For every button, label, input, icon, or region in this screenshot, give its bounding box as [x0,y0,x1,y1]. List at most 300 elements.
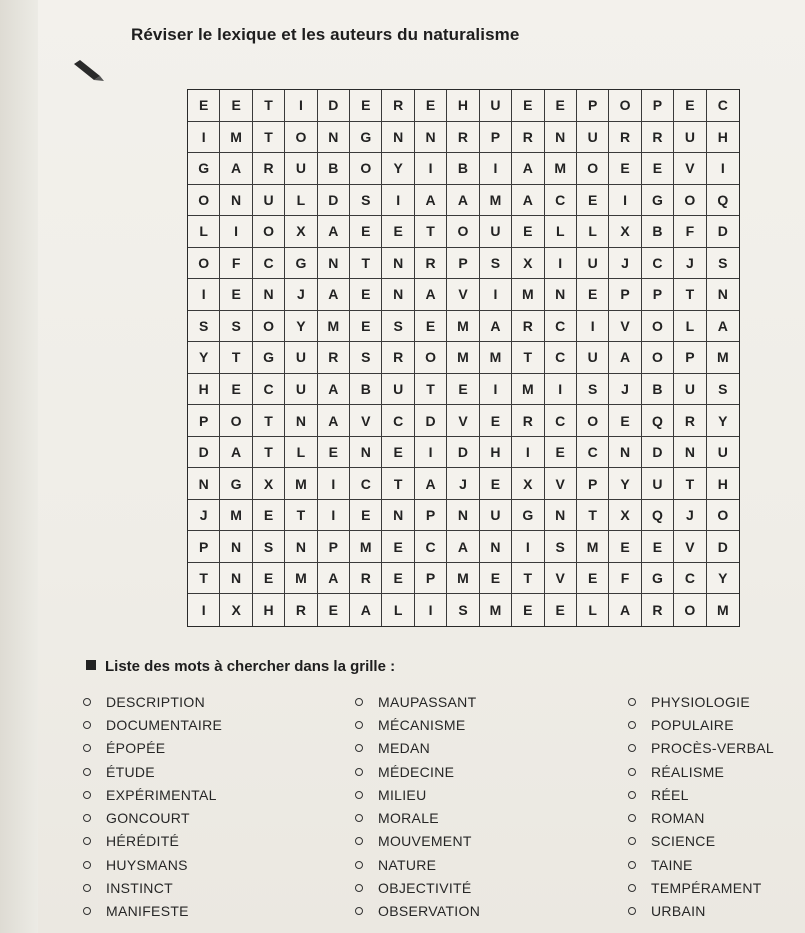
grid-cell[interactable]: N [545,279,577,311]
grid-cell[interactable]: M [447,563,479,595]
grid-cell[interactable]: D [642,437,674,469]
grid-cell[interactable]: U [480,500,512,532]
grid-cell[interactable]: L [285,437,317,469]
grid-cell[interactable]: S [577,374,609,406]
grid-cell[interactable]: A [318,374,350,406]
grid-cell[interactable]: N [707,279,739,311]
grid-cell[interactable]: A [447,185,479,217]
grid-cell[interactable]: M [545,153,577,185]
grid-cell[interactable]: L [285,185,317,217]
grid-cell[interactable]: E [188,90,220,122]
grid-cell[interactable]: V [447,279,479,311]
grid-cell[interactable]: N [480,531,512,563]
grid-cell[interactable]: N [674,437,706,469]
grid-cell[interactable]: A [220,153,252,185]
grid-cell[interactable]: A [512,185,544,217]
grid-cell[interactable]: O [220,405,252,437]
grid-cell[interactable]: R [285,594,317,626]
grid-cell[interactable]: H [188,374,220,406]
grid-cell[interactable]: A [318,279,350,311]
grid-cell[interactable]: O [447,216,479,248]
grid-cell[interactable]: O [642,342,674,374]
word-list-text: PHYSIOLOGIE [651,693,750,710]
grid-cell[interactable]: M [318,311,350,343]
grid-cell[interactable]: R [674,405,706,437]
grid-cell[interactable]: L [545,216,577,248]
grid-cell[interactable]: P [642,90,674,122]
grid-cell[interactable]: P [674,342,706,374]
grid-cell[interactable]: G [642,563,674,595]
grid-cell[interactable]: E [350,90,382,122]
grid-cell[interactable]: U [253,185,285,217]
grid-cell[interactable]: T [220,342,252,374]
grid-cell[interactable]: I [318,468,350,500]
grid-cell[interactable]: N [447,500,479,532]
grid-cell[interactable]: T [415,374,447,406]
grid-cell[interactable]: M [480,185,512,217]
grid-cell[interactable]: Y [609,468,641,500]
grid-cell[interactable]: H [447,90,479,122]
grid-cell[interactable]: E [382,531,414,563]
grid-cell[interactable]: A [447,531,479,563]
grid-cell[interactable]: I [382,185,414,217]
grid-cell[interactable]: S [382,311,414,343]
grid-cell[interactable]: P [188,531,220,563]
word-list-item [628,783,774,806]
grid-cell[interactable]: O [577,405,609,437]
grid-cell[interactable]: G [350,122,382,154]
grid-cell[interactable]: I [480,279,512,311]
grid-cell[interactable]: U [285,374,317,406]
grid-cell[interactable]: C [545,405,577,437]
grid-cell[interactable]: I [415,594,447,626]
grid-cell[interactable]: P [577,90,609,122]
grid-cell[interactable]: I [188,122,220,154]
grid-cell[interactable]: N [285,405,317,437]
word-list-item [83,690,222,713]
grid-cell[interactable]: Y [707,405,739,437]
grid-cell[interactable]: C [350,468,382,500]
grid-cell[interactable]: S [480,248,512,280]
grid-cell[interactable]: V [447,405,479,437]
grid-cell[interactable]: P [415,563,447,595]
grid-cell[interactable]: A [480,311,512,343]
grid-cell[interactable]: S [350,185,382,217]
grid-cell[interactable]: C [545,311,577,343]
grid-cell[interactable]: U [577,342,609,374]
word-list-text: TEMPÉRAMENT [651,880,762,897]
grid-cell[interactable]: R [318,342,350,374]
grid-cell[interactable]: J [674,500,706,532]
grid-cell[interactable]: N [545,500,577,532]
grid-cell[interactable]: S [447,594,479,626]
grid-cell[interactable]: E [480,563,512,595]
grid-cell[interactable]: T [577,500,609,532]
grid-cell[interactable]: F [220,248,252,280]
grid-cell[interactable]: M [447,342,479,374]
grid-cell[interactable]: X [609,216,641,248]
grid-cell[interactable]: V [545,468,577,500]
grid-cell[interactable]: E [220,374,252,406]
grid-cell[interactable]: I [415,153,447,185]
grid-cell[interactable]: R [512,311,544,343]
grid-cell[interactable]: T [382,468,414,500]
grid-cell[interactable]: O [707,500,739,532]
grid-cell[interactable]: N [188,468,220,500]
grid-cell[interactable]: X [253,468,285,500]
grid-cell[interactable]: P [609,279,641,311]
grid-cell[interactable]: J [285,279,317,311]
grid-cell[interactable]: D [707,216,739,248]
grid-cell[interactable]: I [480,153,512,185]
grid-cell[interactable]: M [220,500,252,532]
grid-cell[interactable]: C [707,90,739,122]
grid-cell[interactable]: N [318,248,350,280]
grid-cell[interactable]: O [577,153,609,185]
grid-cell[interactable]: R [609,122,641,154]
grid-cell[interactable]: V [350,405,382,437]
grid-cell[interactable]: E [415,90,447,122]
grid-cell[interactable]: E [382,563,414,595]
grid-cell[interactable]: J [674,248,706,280]
page-edge [0,0,38,933]
grid-cell[interactable]: U [285,342,317,374]
grid-cell[interactable]: V [674,531,706,563]
grid-cell[interactable]: X [512,468,544,500]
grid-cell[interactable]: G [512,500,544,532]
grid-cell[interactable]: S [188,311,220,343]
grid-cell[interactable]: M [285,468,317,500]
grid-cell[interactable]: I [188,279,220,311]
grid-cell[interactable]: A [609,342,641,374]
grid-cell[interactable]: R [382,90,414,122]
grid-cell[interactable]: P [577,468,609,500]
grid-cell[interactable]: N [253,279,285,311]
grid-cell[interactable]: P [642,279,674,311]
grid-cell[interactable]: R [350,563,382,595]
grid-cell[interactable]: E [350,216,382,248]
grid-cell[interactable]: R [382,342,414,374]
grid-cell[interactable]: E [447,374,479,406]
grid-cell[interactable]: U [674,374,706,406]
grid-cell[interactable]: I [577,311,609,343]
grid-cell[interactable]: E [253,563,285,595]
grid-cell[interactable]: E [350,311,382,343]
grid-cell[interactable]: T [253,90,285,122]
grid-cell[interactable]: L [674,311,706,343]
grid-cell[interactable]: C [415,531,447,563]
grid-cell[interactable]: B [642,216,674,248]
grid-cell[interactable]: M [480,342,512,374]
grid-cell[interactable]: E [253,500,285,532]
grid-cell[interactable]: L [577,594,609,626]
grid-cell[interactable]: R [642,594,674,626]
grid-cell[interactable]: I [480,374,512,406]
grid-cell[interactable]: N [220,531,252,563]
grid-cell[interactable]: N [609,437,641,469]
grid-cell[interactable]: L [577,216,609,248]
grid-cell[interactable]: O [188,185,220,217]
grid-cell[interactable]: N [285,531,317,563]
grid-cell[interactable]: F [609,563,641,595]
grid-cell[interactable]: U [642,468,674,500]
grid-cell[interactable]: L [382,594,414,626]
grid-cell[interactable]: A [415,468,447,500]
grid-cell[interactable]: T [674,279,706,311]
grid-cell[interactable]: U [577,248,609,280]
grid-cell[interactable]: G [253,342,285,374]
grid-cell[interactable]: E [577,563,609,595]
grid-cell[interactable]: N [220,563,252,595]
grid-cell[interactable]: I [545,248,577,280]
grid-cell[interactable]: C [253,374,285,406]
grid-cell[interactable]: G [285,248,317,280]
grid-cell[interactable]: D [318,185,350,217]
grid-cell[interactable]: V [545,563,577,595]
grid-cell[interactable]: M [577,531,609,563]
grid-cell[interactable]: I [188,594,220,626]
grid-cell[interactable]: G [188,153,220,185]
word-list-item [355,806,480,829]
grid-cell[interactable]: O [415,342,447,374]
grid-cell[interactable]: N [545,122,577,154]
grid-cell[interactable]: E [415,311,447,343]
grid-cell[interactable]: O [642,311,674,343]
grid-cell[interactable]: A [220,437,252,469]
grid-cell[interactable]: A [318,216,350,248]
grid-cell[interactable]: S [350,342,382,374]
grid-cell[interactable]: G [642,185,674,217]
grid-cell[interactable]: M [716,602,729,619]
grid-cell[interactable]: X [285,216,317,248]
grid-cell[interactable]: M [285,563,317,595]
grid-cell[interactable]: E [545,594,577,626]
grid-cell[interactable]: P [415,500,447,532]
grid-cell[interactable]: U [480,216,512,248]
grid-cell[interactable]: S [707,248,739,280]
grid-cell[interactable]: O [285,122,317,154]
grid-cell[interactable]: E [480,405,512,437]
grid-cell[interactable]: A [707,311,739,343]
grid-cell[interactable]: C [642,248,674,280]
grid-cell[interactable]: M [707,342,739,374]
grid-cell[interactable]: Q [642,405,674,437]
grid-cell[interactable]: A [318,405,350,437]
grid-cell[interactable]: E [512,216,544,248]
grid-cell[interactable]: E [382,437,414,469]
grid-cell[interactable]: E [577,185,609,217]
grid-cell[interactable]: A [609,594,641,626]
grid-cell[interactable]: S [220,311,252,343]
grid-cell[interactable]: N [382,122,414,154]
grid-cell[interactable]: D [188,437,220,469]
grid-cell[interactable]: I [415,437,447,469]
grid-cell[interactable]: G [220,468,252,500]
grid-cell[interactable]: N [415,122,447,154]
grid-cell[interactable]: P [447,248,479,280]
grid-cell[interactable]: T [285,500,317,532]
grid-cell[interactable]: U [382,374,414,406]
grid-cell[interactable]: H [707,122,739,154]
grid-cell[interactable]: A [415,185,447,217]
grid-cell[interactable]: F [674,216,706,248]
grid-cell[interactable]: U [285,153,317,185]
grid-cell[interactable]: M [480,594,512,626]
grid-cell[interactable]: B [642,374,674,406]
grid-cell[interactable]: O [674,185,706,217]
grid-cell[interactable]: Y [285,311,317,343]
grid-cell[interactable]: T [253,405,285,437]
grid-cell[interactable]: M [220,122,252,154]
grid-cell[interactable]: U [577,122,609,154]
word-list-text: MEDAN [378,740,431,757]
grid-cell[interactable]: X [512,248,544,280]
grid-cell[interactable]: A [318,563,350,595]
grid-cell[interactable]: O [188,248,220,280]
grid-cell[interactable]: V [609,311,641,343]
grid-cell[interactable]: H [253,594,285,626]
grid-cell[interactable]: X [609,500,641,532]
grid-cell[interactable]: O [350,153,382,185]
grid-cell[interactable]: E [512,90,544,122]
grid-cell[interactable]: J [188,500,220,532]
grid-cell[interactable]: I [220,216,252,248]
grid-cell[interactable]: L [188,216,220,248]
grid-cell[interactable]: O [674,594,706,626]
grid-cell[interactable]: C [545,342,577,374]
grid-cell[interactable]: O [609,90,641,122]
grid-cell[interactable]: I [318,500,350,532]
grid-cell[interactable]: D [447,437,479,469]
grid-cell[interactable]: R [253,153,285,185]
grid-cell[interactable]: U [480,90,512,122]
grid-cell[interactable]: A [415,279,447,311]
grid-cell[interactable]: T [674,468,706,500]
grid-cell[interactable]: Y [188,342,220,374]
grid-cell[interactable]: E [642,531,674,563]
grid-cell[interactable]: J [447,468,479,500]
grid-cell[interactable]: A [512,153,544,185]
grid-cell[interactable]: B [447,153,479,185]
grid-cell[interactable]: N [318,122,350,154]
grid-cell[interactable]: D [415,405,447,437]
grid-cell[interactable]: H [480,437,512,469]
grid-cell[interactable]: S [545,531,577,563]
grid-cell[interactable]: T [253,437,285,469]
grid-cell[interactable]: R [512,405,544,437]
grid-cell[interactable]: U [674,122,706,154]
grid-cell[interactable]: T [188,563,220,595]
grid-cell[interactable]: E [350,500,382,532]
grid-cell[interactable]: E [609,531,641,563]
grid-cell[interactable]: I [609,185,641,217]
grid-cell[interactable]: R [512,122,544,154]
grid-cell[interactable]: X [220,594,252,626]
grid-cell[interactable]: H [707,468,739,500]
grid-cell[interactable]: Q [707,185,739,217]
grid-cell[interactable]: E [545,437,577,469]
grid-cell[interactable]: M [512,279,544,311]
grid-cell[interactable]: E [609,405,641,437]
grid-cell[interactable]: C [577,437,609,469]
grid-cell[interactable]: O [253,311,285,343]
grid-cell[interactable]: C [253,248,285,280]
grid-cell[interactable]: D [707,531,739,563]
grid-cell[interactable]: T [253,122,285,154]
grid-cell[interactable]: N [382,279,414,311]
grid-cell[interactable]: Y [382,153,414,185]
grid-cell[interactable]: R [447,122,479,154]
grid-cell[interactable]: C [382,405,414,437]
grid-cell[interactable]: B [350,374,382,406]
grid-cell[interactable]: A [350,594,382,626]
grid-cell[interactable]: Y [707,563,739,595]
grid-cell[interactable]: M [512,374,544,406]
grid-cell[interactable]: D [318,90,350,122]
grid-cell[interactable]: E [318,437,350,469]
grid-cell[interactable]: T [512,563,544,595]
grid-cell[interactable]: C [674,563,706,595]
grid-cell[interactable]: Q [642,500,674,532]
grid-cell[interactable]: E [382,216,414,248]
grid-cell[interactable]: T [512,342,544,374]
grid-cell[interactable]: I [545,374,577,406]
grid-cell[interactable]: S [253,531,285,563]
pencil-icon [72,60,106,82]
grid-cell[interactable]: V [674,153,706,185]
grid-cell[interactable]: N [382,248,414,280]
word-list-text: MILIEU [378,786,427,803]
grid-cell[interactable]: E [577,279,609,311]
grid-cell[interactable]: P [318,531,350,563]
grid-cell[interactable]: E [609,153,641,185]
grid-cell[interactable]: E [220,279,252,311]
grid-cell[interactable]: N [350,437,382,469]
grid-cell[interactable]: J [609,248,641,280]
grid-cell[interactable]: E [350,279,382,311]
grid-cell[interactable]: E [220,90,252,122]
grid-cell[interactable]: M [447,311,479,343]
grid-cell[interactable]: C [545,185,577,217]
grid-cell[interactable]: N [220,185,252,217]
grid-cell[interactable]: N [382,500,414,532]
grid-cell[interactable]: P [188,405,220,437]
grid-cell[interactable]: E [674,90,706,122]
grid-cell[interactable]: T [350,248,382,280]
grid-cell[interactable]: M [350,531,382,563]
grid-cell[interactable]: B [318,153,350,185]
grid-cell[interactable]: E [512,594,544,626]
grid-cell[interactable]: E [480,468,512,500]
grid-cell[interactable]: R [642,122,674,154]
grid-cell[interactable]: R [415,248,447,280]
grid-cell[interactable]: J [609,374,641,406]
grid-cell[interactable]: I [512,531,544,563]
grid-cell[interactable]: T [415,216,447,248]
grid-cell[interactable]: O [253,216,285,248]
grid-cell[interactable]: I [707,153,739,185]
grid-cell[interactable]: P [480,122,512,154]
grid-cell[interactable]: E [318,594,350,626]
word-list-text: DESCRIPTION [106,693,205,710]
circle-bullet-icon [355,791,363,799]
grid-cell[interactable]: I [285,90,317,122]
grid-cell[interactable]: U [707,437,739,469]
grid-cell[interactable]: E [545,90,577,122]
grid-cell[interactable]: I [512,437,544,469]
grid-cell[interactable]: S [707,374,739,406]
grid-cell[interactable]: E [642,153,674,185]
